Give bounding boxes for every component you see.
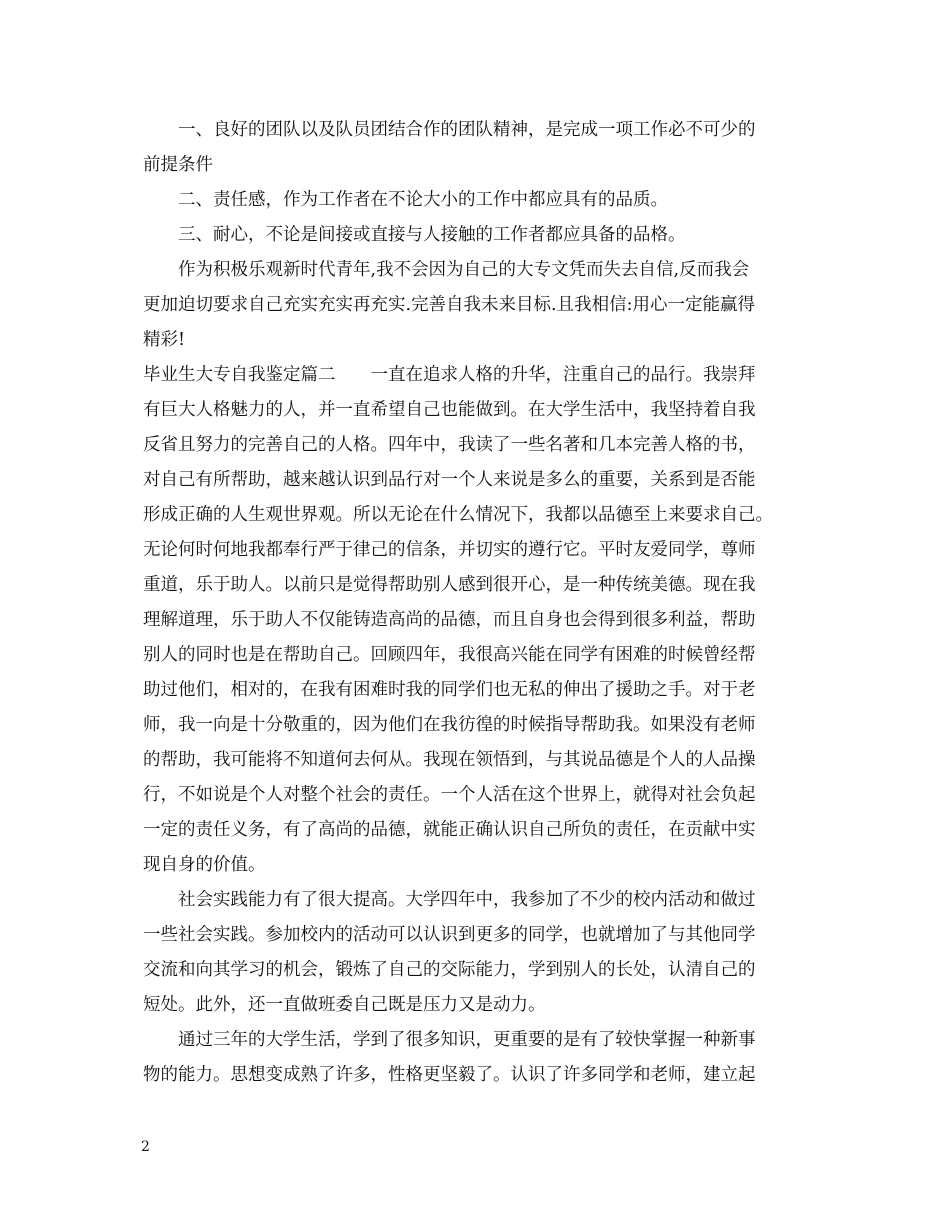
text-line: 二、责任感，作为工作者在不论大小的工作中都应具有的品质。 <box>178 190 668 210</box>
text-line: 一些社会实践。参加校内的活动可以认识到更多的同学，也就增加了与其他同学 <box>143 925 756 945</box>
page-number: 2 <box>141 1139 150 1155</box>
text-line: 理解道理，乐于助人不仅能铸造高尚的品德，而且自身也会得到很多利益，帮助 <box>143 610 756 630</box>
text-line: 毕业生大专自我鉴定篇二 一直在追求人格的升华，注重自己的品行。我崇拜 <box>143 365 756 385</box>
text-line: 有巨大人格魅力的人，并一直希望自己也能做到。在大学生活中，我坚持着自我 <box>143 400 756 420</box>
text-line: 反省且努力的完善自己的人格。四年中，我读了一些名著和几本完善人格的书， <box>143 435 756 455</box>
text-line: 师，我一向是十分敬重的，因为他们在我彷徨的时候指导帮助我。如果没有老师 <box>143 715 756 735</box>
text-line: 对自己有所帮助，越来越认识到品行对一个人来说是多么的重要，关系到是否能 <box>143 470 756 490</box>
text-line: 现自身的价值。 <box>143 855 266 875</box>
text-line: 别人的同时也是在帮助自己。回顾四年，我很高兴能在同学有困难的时候曾经帮 <box>143 645 756 665</box>
text-line: 物的能力。思想变成熟了许多，性格更坚毅了。认识了许多同学和老师，建立起 <box>143 1065 756 1085</box>
text-line: 一、良好的团队以及队员团结合作的团队精神，是完成一项工作必不可少的 <box>178 120 756 140</box>
text-line: 社会实践能力有了很大提高。大学四年中，我参加了不少的校内活动和做过 <box>178 890 756 910</box>
text-line: 通过三年的大学生活，学到了很多知识，更重要的是有了较快掌握一种新事 <box>178 1030 756 1050</box>
text-line: 精彩! <box>143 330 186 350</box>
text-line: 重道，乐于助人。以前只是觉得帮助别人感到很开心，是一种传统美德。现在我 <box>143 575 756 595</box>
text-line: 作为积极乐观新时代青年,我不会因为自己的大专文凭而失去自信,反而我会 <box>178 260 750 280</box>
text-line: 无论何时何地我都奉行严于律己的信条，并切实的遵行它。平时友爱同学，尊师 <box>143 540 756 560</box>
text-line: 前提条件 <box>143 155 213 175</box>
text-line: 形成正确的人生观世界观。所以无论在什么情况下，我都以品德至上来要求自己。 <box>143 505 773 525</box>
text-line: 的帮助，我可能将不知道何去何从。我现在领悟到，与其说品德是个人的人品操 <box>143 750 756 770</box>
text-line: 行，不如说是个人对整个社会的责任。一个人活在这个世界上，就得对社会负起 <box>143 785 756 805</box>
text-line: 交流和向其学习的机会，锻炼了自己的交际能力，学到别人的长处，认清自己的 <box>143 960 756 980</box>
text-line: 更加迫切要求自己充实充实再充实.完善自我未来目标.且我相信:用心一定能赢得 <box>143 295 756 315</box>
text-line: 短处。此外，还一直做班委自己既是压力又是动力。 <box>143 995 546 1015</box>
text-line: 三、耐心，不论是间接或直接与人接触的工作者都应具备的品格。 <box>178 225 686 245</box>
text-line: 助过他们，相对的，在我有困难时我的同学们也无私的伸出了援助之手。对于老 <box>143 680 756 700</box>
text-line: 一定的责任义务，有了高尚的品德，就能正确认识自己所负的责任，在贡献中实 <box>143 820 756 840</box>
